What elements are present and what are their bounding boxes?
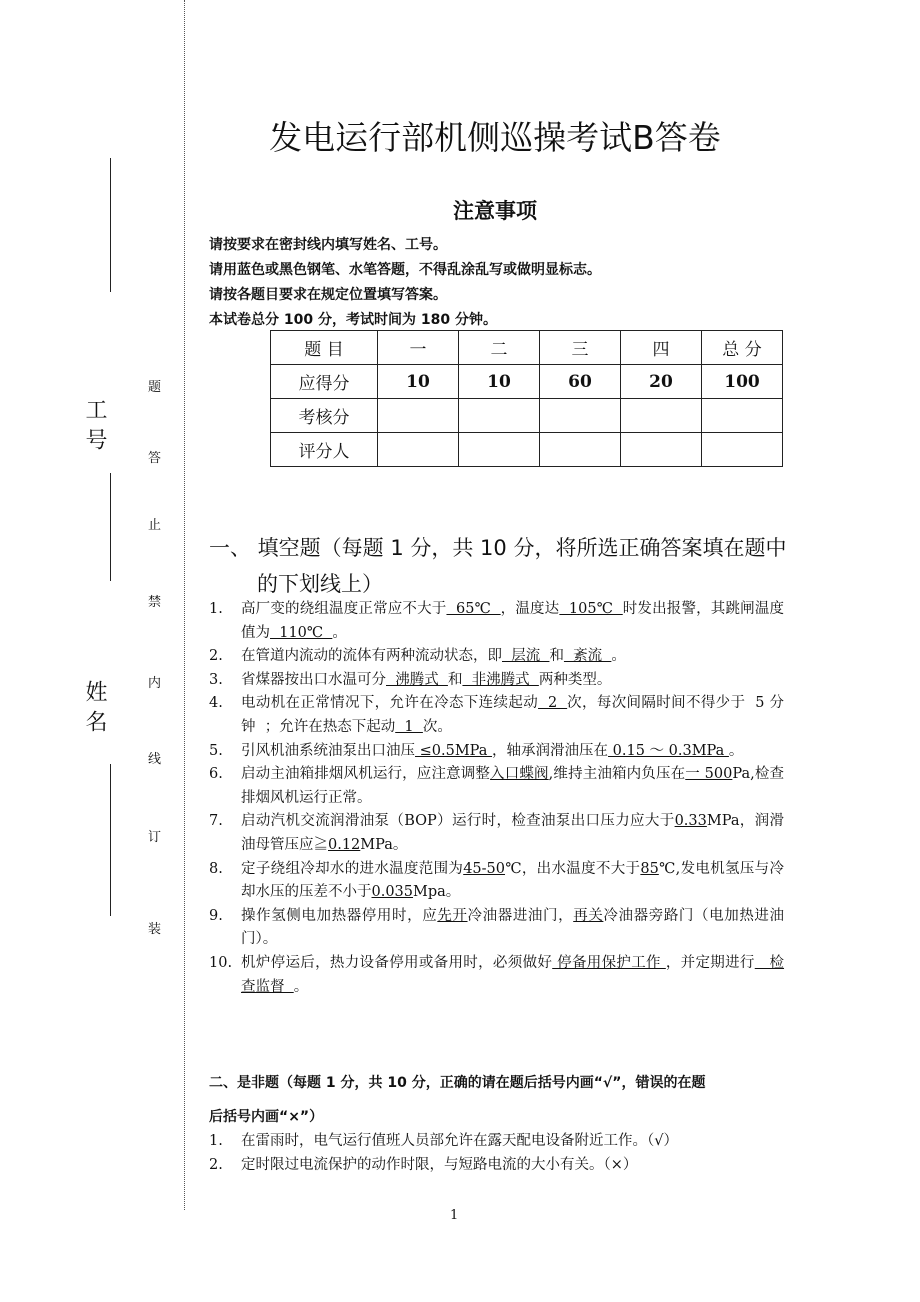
list-item	[209, 669, 784, 693]
answer-blank: 45-50	[463, 860, 506, 877]
table-cell	[459, 433, 540, 467]
table-header-cell: 总 分	[702, 331, 783, 365]
question-segment: 次。	[422, 718, 452, 735]
question-segment: 启动汽机交流润滑油泵（BOP）运行时，检查油泵出口压力应大于	[241, 813, 675, 830]
seal-char: 线	[148, 752, 162, 767]
question-text	[241, 740, 784, 764]
answer-blank: 非沸腾式	[462, 671, 539, 688]
notice-line: 请按各题目要求在规定位置填写答案。	[209, 287, 447, 303]
row-label: 应得分	[271, 365, 378, 399]
notice-heading: 注意事项	[453, 199, 537, 223]
score-table-header	[271, 331, 783, 365]
table-cell	[702, 433, 783, 467]
section-1-questions	[209, 598, 784, 999]
question-segment: ，轴承润滑油压在	[492, 742, 609, 759]
table-cell	[702, 399, 783, 433]
section-1-heading	[209, 530, 786, 602]
table-cell: 10	[459, 365, 540, 399]
question-number: 1.	[209, 601, 223, 617]
list-item	[209, 645, 784, 669]
answer-blank: 层流	[502, 648, 550, 665]
question-number: 5.	[209, 742, 223, 759]
section-2-heading-line: 二、是非题（每题 1 分，共 10 分，正确的请在题后括号内画“√”，错误的在题	[209, 1075, 706, 1091]
question-segment: ℃,发电机氢压与冷却水压的压差不小于	[241, 860, 784, 901]
notice-list	[209, 233, 601, 333]
list-item	[209, 905, 784, 952]
table-row	[271, 399, 783, 433]
question-text	[241, 905, 784, 952]
question-text	[241, 763, 784, 810]
question-text: 定时限过电流保护的动作时限，与短路电流的大小有关。（×）	[241, 1156, 638, 1173]
table-row	[271, 433, 783, 467]
answer-blank: 0.15 ～ 0.3MPa	[608, 742, 729, 759]
answer-blank: 110℃	[270, 624, 333, 641]
answer-blank: 1	[395, 718, 423, 735]
table-cell: 60	[540, 365, 621, 399]
list-item	[209, 692, 784, 739]
notice-line: 请用蓝色或黑色钢笔、水笔答题，不得乱涂乱写或做明显标志。	[209, 262, 601, 278]
question-segment: MPa。	[360, 836, 408, 853]
question-segment: 机炉停运后，热力设备停用或备用时，必须做好	[241, 954, 553, 971]
question-segment: 在管道内流动的流体有两种流动状态，即	[241, 648, 502, 665]
question-number: 2.	[209, 1156, 223, 1173]
table-cell: 20	[621, 365, 702, 399]
question-number: 8.	[209, 860, 223, 877]
table-header-cell: 一	[378, 331, 459, 365]
table-cell	[540, 433, 621, 467]
table-cell	[378, 433, 459, 467]
name-write-line-bottom	[110, 764, 111, 916]
question-segment: 省煤器按出口水温可分	[241, 671, 386, 688]
table-cell	[621, 399, 702, 433]
answer-blank: 2	[538, 695, 568, 712]
question-segment: 。	[332, 624, 347, 641]
question-segment: 时发出报警，其跳闸温度值为	[241, 601, 785, 641]
seal-dotted-line	[184, 0, 185, 1210]
row-label: 评分人	[271, 433, 378, 467]
answer-blank: 紊流	[563, 648, 612, 665]
question-segment: 冷油器旁路门（电加热进油门）。	[241, 907, 785, 948]
question-number: 10.	[209, 954, 233, 971]
question-text	[241, 598, 784, 645]
question-text	[241, 692, 784, 739]
seal-char: 内	[148, 676, 162, 691]
list-item	[209, 858, 784, 905]
question-segment: 冷油器进油门，	[467, 907, 574, 924]
section-2-questions	[209, 1130, 784, 1177]
score-table	[270, 330, 783, 467]
question-text: 在雷雨时，电气运行值班人员部允许在露天配电设备附近工作。（√）	[241, 1133, 678, 1149]
id-label: 工号	[82, 398, 107, 458]
notice-line: 请按要求在密封线内填写姓名、工号。	[209, 237, 447, 253]
table-header-cell: 四	[621, 331, 702, 365]
question-segment: 高厂变的绕组温度正常应不大于	[241, 601, 447, 617]
list-item	[209, 1130, 784, 1154]
section-1-heading-line: 一、 填空题（每题 1 分，共 10 分，将所选正确答案填在题中	[209, 536, 787, 560]
question-text	[241, 645, 784, 669]
seal-char: 止	[148, 518, 162, 533]
table-cell: 10	[378, 365, 459, 399]
answer-blank: 再关	[573, 907, 604, 924]
name-label: 姓名	[82, 680, 107, 740]
id-write-line	[110, 158, 111, 292]
question-text	[241, 810, 784, 857]
page-number: 1	[450, 1208, 459, 1223]
section-1-heading-line: 的下划线上）	[257, 572, 383, 596]
question-segment: Pa,检查排烟风机运行正常。	[241, 766, 785, 806]
table-cell	[621, 433, 702, 467]
question-segment: 。	[728, 742, 744, 759]
seal-char: 答	[148, 451, 162, 466]
question-segment: 两种类型。	[538, 671, 612, 688]
answer-blank: 沸腾式	[386, 671, 448, 688]
table-row	[271, 365, 783, 399]
seal-char: 订	[148, 830, 162, 845]
question-segment: Mpa。	[413, 884, 461, 901]
question-text	[241, 952, 784, 999]
answer-blank: 先开	[437, 907, 468, 924]
question-text	[241, 669, 784, 693]
answer-blank: 105℃	[559, 601, 623, 617]
question-segment: MPa，润滑油母管压应≧	[241, 813, 784, 853]
list-item	[209, 763, 784, 810]
question-segment: 引风机油系统油泵出口油压	[241, 742, 415, 759]
list-item	[209, 598, 784, 645]
question-number: 2.	[209, 648, 223, 665]
answer-blank: 0.33	[674, 813, 707, 830]
list-item	[209, 740, 784, 764]
question-segment: 定子绕组冷却水的进水温度范围为	[241, 860, 464, 877]
seal-char: 题	[148, 380, 162, 395]
table-cell	[540, 399, 621, 433]
name-write-line-top	[110, 473, 111, 581]
question-number: 6.	[209, 766, 223, 783]
section-2-heading	[209, 1066, 784, 1134]
answer-blank: 一 500	[685, 766, 733, 783]
question-segment: ，温度达	[500, 601, 560, 617]
answer-blank: 停备用保护工作	[552, 954, 666, 971]
answer-blank: 0.035	[371, 884, 414, 901]
question-segment: 和	[447, 671, 463, 688]
question-segment: 启动主油箱排烟风机运行，应注意调整	[241, 766, 491, 783]
table-header-cell: 二	[459, 331, 540, 365]
question-segment: 操作氢侧电加热器停用时，应	[241, 907, 438, 924]
question-segment: 和	[549, 648, 564, 665]
answer-blank: 入口蝶阀	[490, 766, 549, 783]
question-text	[241, 858, 784, 905]
list-item	[209, 952, 784, 999]
table-cell	[378, 399, 459, 433]
answer-blank: 65℃	[446, 601, 501, 617]
question-number: 9.	[209, 907, 223, 924]
question-number: 7.	[209, 813, 223, 830]
list-item	[209, 1154, 784, 1178]
table-cell	[459, 399, 540, 433]
row-label: 考核分	[271, 399, 378, 433]
question-number: 3.	[209, 671, 223, 688]
table-header-cell: 题 目	[271, 331, 378, 365]
seal-char: 禁	[148, 595, 162, 610]
question-segment: 次，每次间隔时间不得少于 5 分钟 ；允许在热态下起动	[241, 695, 784, 735]
seal-char: 装	[148, 922, 162, 937]
notice-line: 本试卷总分 100 分，考试时间为 180 分钟。	[209, 312, 497, 328]
question-segment: ，并定期进行	[665, 954, 755, 971]
section-2-heading-line: 后括号内画“×”）	[209, 1109, 324, 1125]
table-header-cell: 三	[540, 331, 621, 365]
answer-blank: 85	[640, 860, 659, 877]
question-segment: 。	[293, 978, 309, 995]
question-number: 1.	[209, 1133, 223, 1149]
page-title: 发电运行部机侧巡操考试B答卷	[269, 118, 721, 157]
question-number: 4.	[209, 695, 223, 712]
answer-blank: 0.12	[328, 836, 361, 853]
question-segment: ,维持主油箱内负压在	[548, 766, 686, 783]
question-segment: 电动机在正常情况下，允许在冷态下连续起动	[241, 695, 539, 712]
question-segment: ℃，出水温度不大于	[505, 860, 641, 877]
answer-blank: ≤0.5MPa	[415, 742, 493, 759]
table-cell: 100	[702, 365, 783, 399]
list-item	[209, 810, 784, 857]
question-segment: 。	[611, 648, 626, 665]
answer-blank: 检查监督	[241, 954, 785, 995]
